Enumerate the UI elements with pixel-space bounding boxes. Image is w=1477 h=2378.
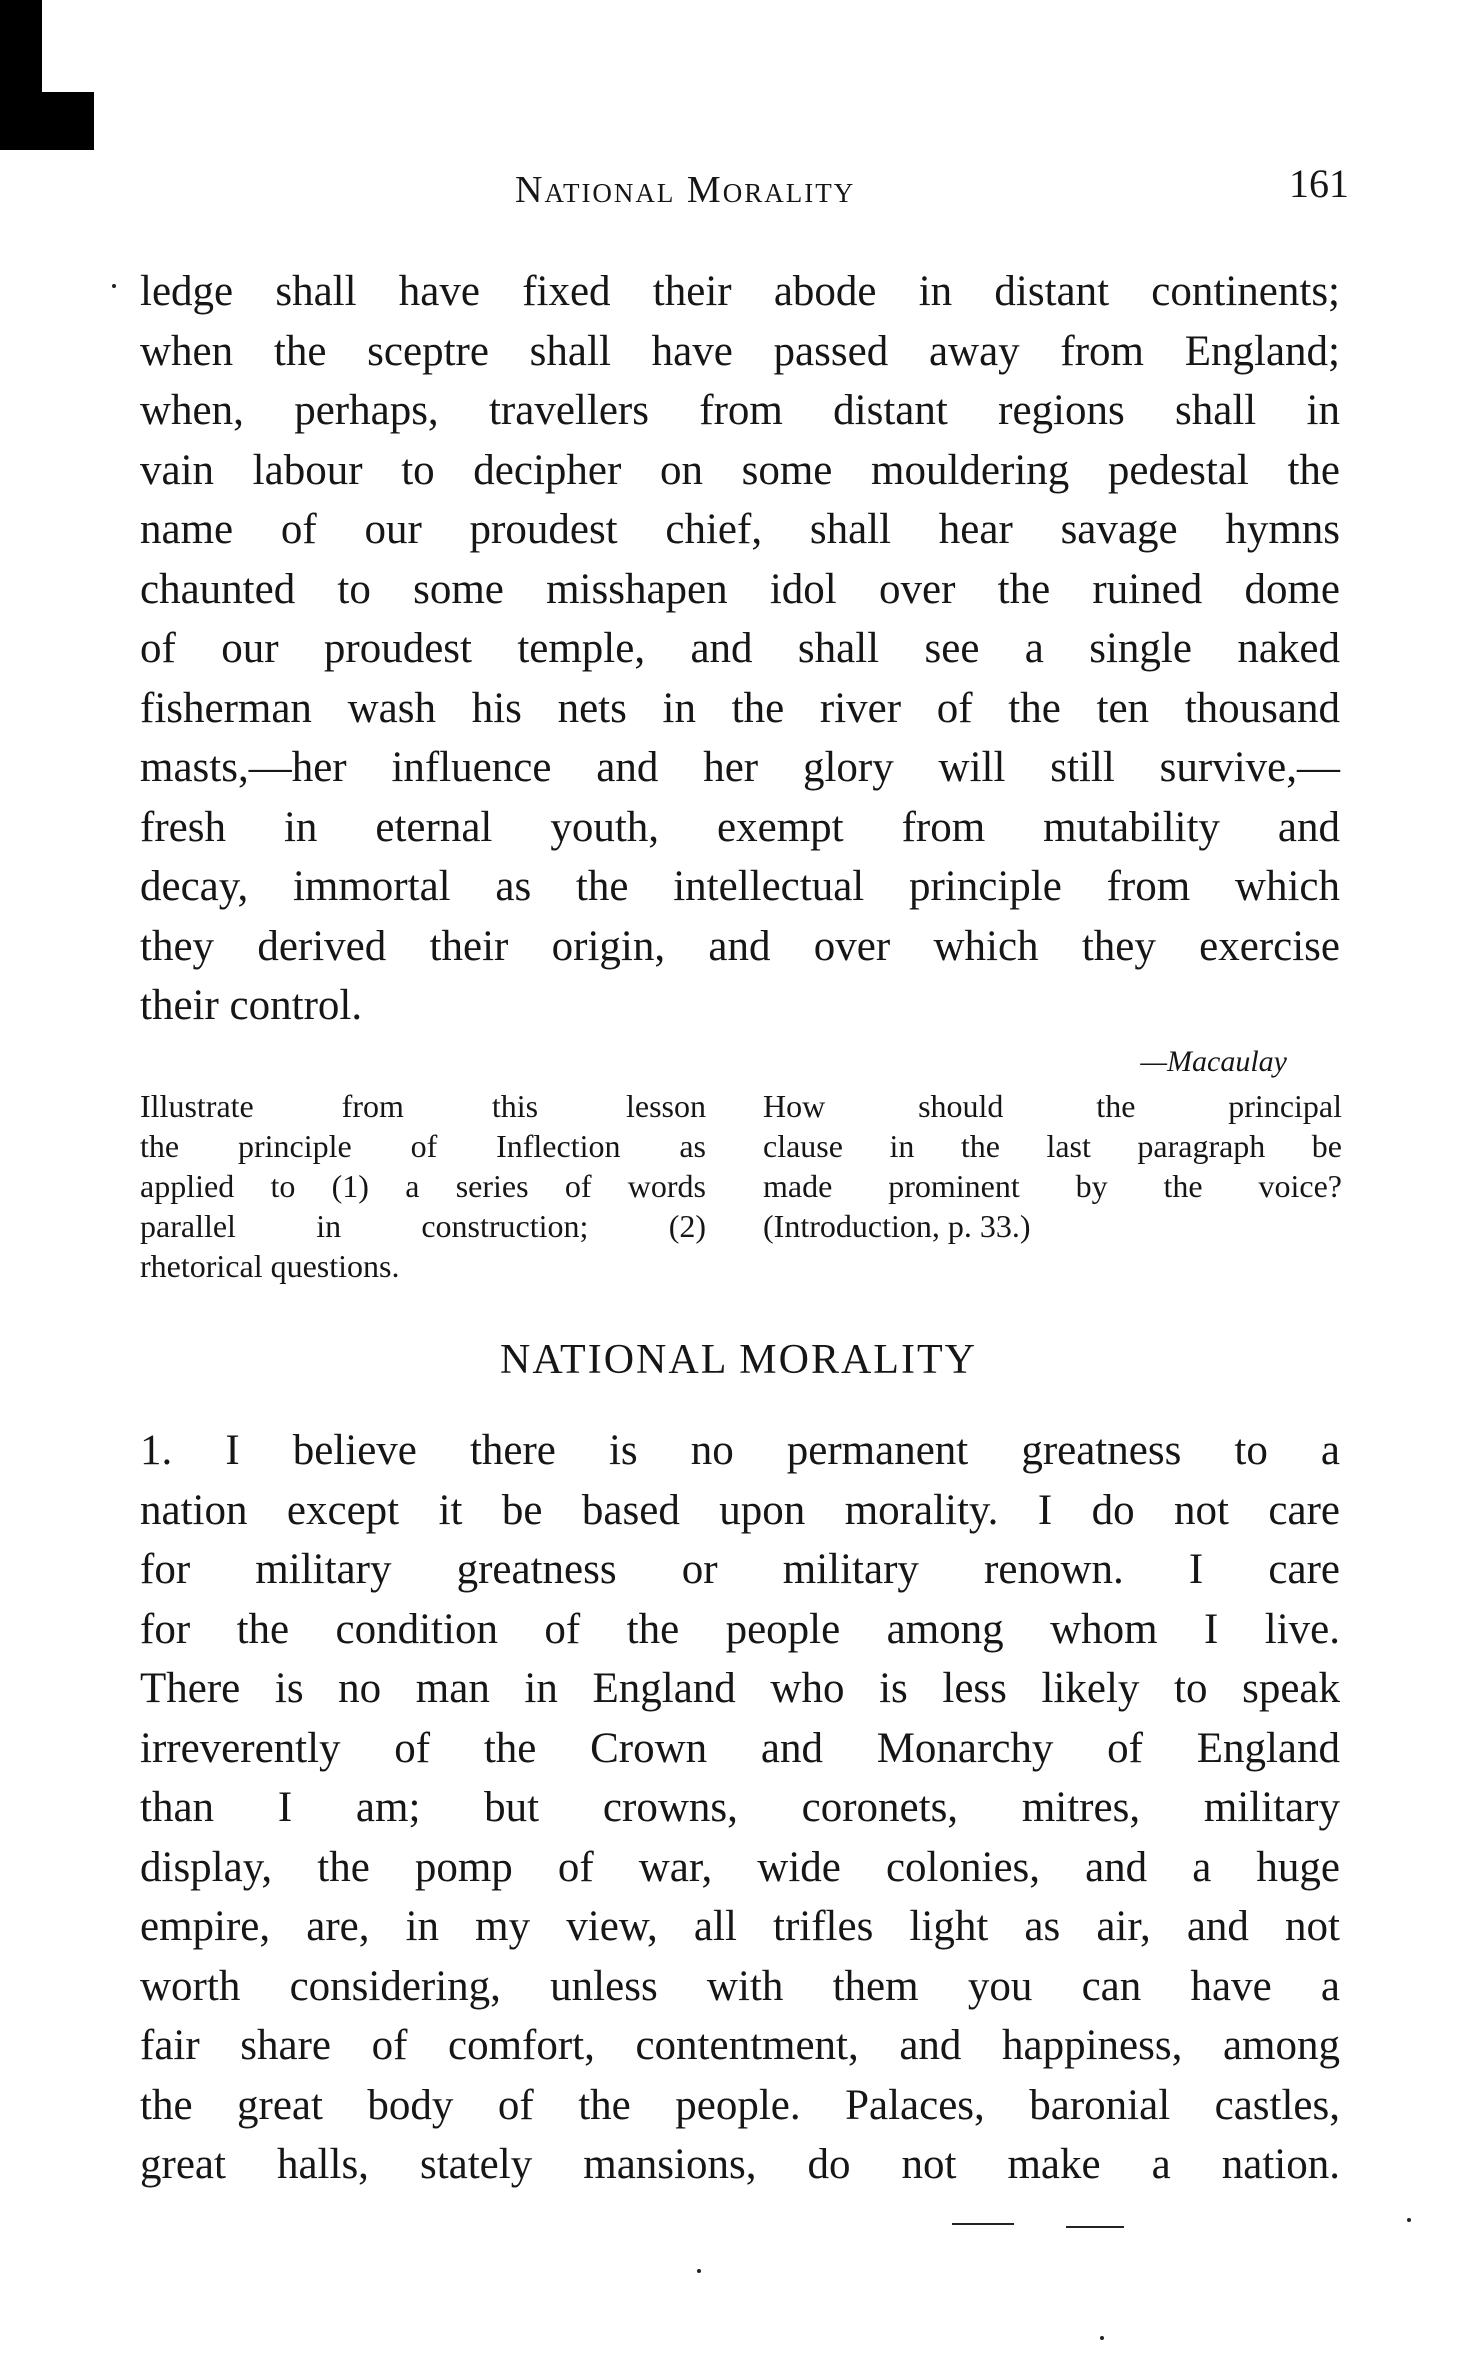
paragraph-line: for military greatness or military renown. I care [140, 1546, 1340, 1593]
paragraph-line: decay, immortal as the intellectual principle from which [140, 863, 1340, 910]
scan-edge-mark [0, 0, 42, 150]
paragraph-line: chaunted to some misshapen idol over the ruined dome [140, 565, 1340, 613]
paragraph-line: great halls, stately mansions, do not make a nation. [140, 2141, 1340, 2188]
scan-speck [1407, 2218, 1411, 2222]
paragraph-line: fisherman wash his nets in the river of the ten thousand [140, 684, 1340, 732]
scan-dash [952, 2223, 1014, 2225]
running-head: National Morality [515, 169, 856, 211]
paragraph-line: the great body of the people. Palaces, baronial castles, [140, 2081, 1340, 2129]
paragraph-line: they derived their origin, and over which they exercise [140, 922, 1340, 970]
note-line: rhetorical questions. [140, 1248, 400, 1284]
author-attribution: —Macaulay [1140, 1045, 1287, 1078]
paragraph-line: empire, are, in my view, all trifles light as air, and not [140, 1903, 1340, 1950]
paragraph-line: than I am; but crowns, coronets, mitres, military [140, 1784, 1340, 1831]
paragraph-line: display, the pomp of war, wide colonies, and a huge [140, 1843, 1340, 1891]
paragraph-line: of our proudest temple, and shall see a single naked [140, 625, 1340, 672]
study-note-right [763, 1086, 1342, 1246]
study-note-left [140, 1086, 706, 1286]
note-line: Illustrate from this lesson [140, 1088, 706, 1124]
paragraph-line: There is no man in England who is less likely to speak [140, 1665, 1340, 1712]
note-line: applied to (1) a series of words [140, 1168, 706, 1204]
paragraph-line: when the sceptre shall have passed away from England; [140, 327, 1340, 375]
paragraph-line: worth considering, unless with them you can have a [140, 1962, 1340, 2010]
scan-speck [1100, 2336, 1104, 2340]
paragraph-line: nation except it be based upon morality. I do not care [140, 1486, 1340, 1534]
scan-speck [697, 2269, 701, 2273]
paragraph-line: fair share of comfort, contentment, and happiness, among [140, 2022, 1340, 2069]
paragraph-line: ledge shall have fixed their abode in distant continents; [140, 268, 1340, 315]
section-heading: NATIONAL MORALITY [500, 1337, 977, 1383]
paragraph-line: when, perhaps, travellers from distant regions shall in [140, 387, 1340, 434]
paragraph-line: vain labour to decipher on some mouldering pedestal the [140, 446, 1340, 494]
paragraph-line: masts,—her influence and her glory will still survive,— [140, 744, 1340, 791]
note-line: How should the principal [763, 1088, 1342, 1124]
paragraph-line: their control. [140, 982, 363, 1029]
paragraph-line: for the condition of the people among whom I live. [140, 1605, 1340, 1653]
note-line: the principle of Inflection as [140, 1128, 706, 1164]
note-line: (Introduction, p. 33.) [763, 1208, 1031, 1244]
upper-paragraph [140, 262, 1340, 1036]
paragraph-line: irreverently of the Crown and Monarchy of England [140, 1724, 1340, 1772]
paragraph-line: fresh in eternal youth, exempt from mutability and [140, 803, 1340, 851]
scan-speck [112, 284, 116, 288]
note-line: parallel in construction; (2) [140, 1208, 706, 1244]
section-paragraph [140, 1421, 1340, 2195]
paragraph-line: name of our proudest chief, shall hear savage hymns [140, 506, 1340, 553]
page-number: 161 [1289, 161, 1349, 206]
paragraph-line: 1. I believe there is no permanent greatness to a [140, 1427, 1340, 1474]
note-line: clause in the last paragraph be [763, 1128, 1342, 1164]
note-line: made prominent by the voice? [763, 1168, 1342, 1204]
scan-dash [1066, 2226, 1124, 2228]
